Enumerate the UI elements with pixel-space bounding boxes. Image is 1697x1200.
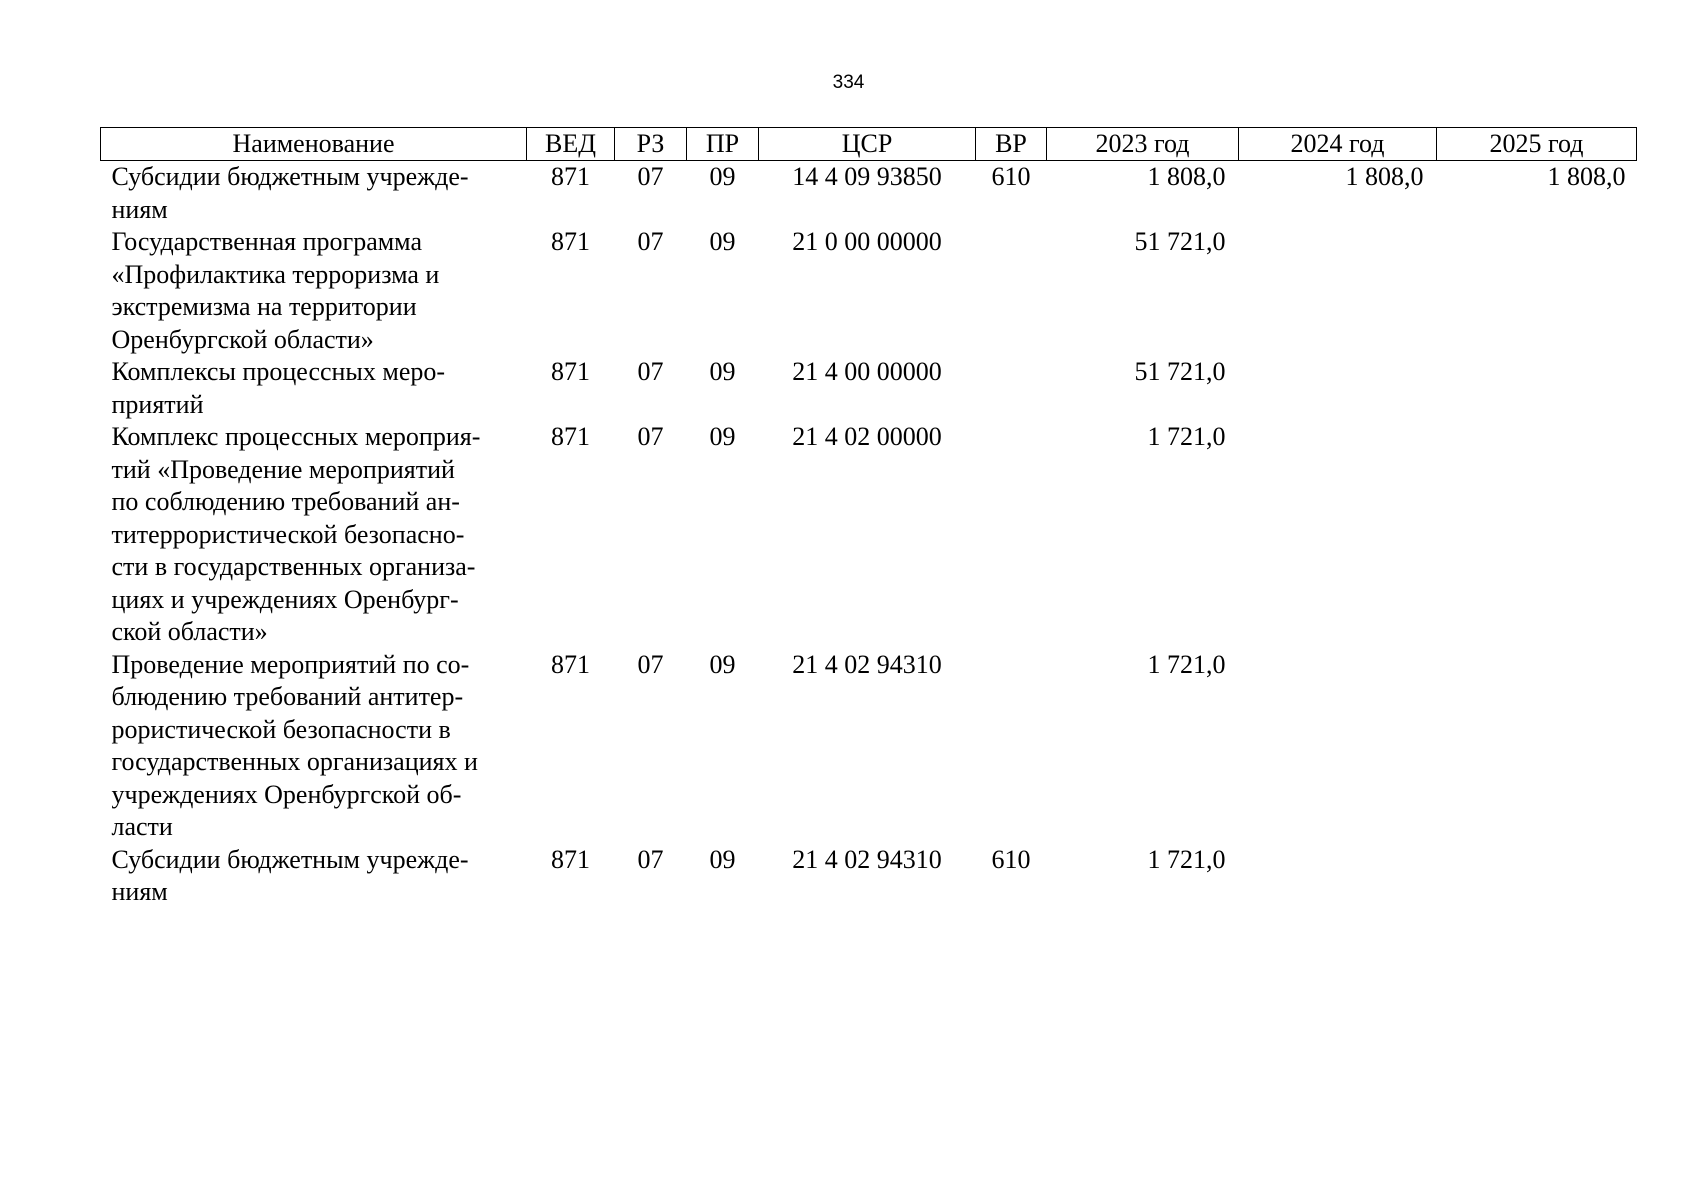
header-name: Наименование [101, 128, 527, 161]
header-pr: ПР [687, 128, 759, 161]
row-name [101, 161, 527, 227]
table-row [101, 649, 1637, 844]
row-vr [976, 421, 1047, 649]
row-name-line: Государственная программа [111, 227, 423, 256]
row-name-line: приятий [111, 389, 204, 419]
row-rz: 07 [637, 844, 664, 874]
row-name [101, 356, 527, 421]
row-name-line: титеррористической безопасно- [111, 519, 465, 549]
row-2023: 1 721,0 [1147, 844, 1226, 874]
row-name-line: Комплекс процессных мероприя- [111, 422, 481, 451]
row-ved: 871 [551, 162, 590, 191]
row-ved: 871 [551, 227, 590, 256]
header-2023: 2023 год [1047, 128, 1239, 161]
row-name-line: Комплексы процессных меро- [111, 357, 446, 386]
header-csr: ЦСР [759, 128, 976, 161]
header-row [101, 128, 1637, 161]
row-csr: 21 4 02 94310 [792, 844, 942, 874]
row-ved: 871 [551, 649, 590, 679]
row-name-line: Проведение мероприятий по со- [111, 649, 470, 679]
row-vr: 610 [991, 844, 1031, 874]
header-ved: ВЕД [527, 128, 615, 161]
table-row [101, 226, 1637, 356]
table-row [101, 421, 1637, 649]
row-2025 [1437, 844, 1637, 909]
header-vr: ВР [976, 128, 1047, 161]
header-2024: 2024 год [1239, 128, 1437, 161]
row-csr: 14 4 09 93850 [792, 162, 942, 191]
row-csr: 21 0 00 00000 [792, 227, 942, 256]
row-ved: 871 [551, 844, 590, 874]
row-2023: 1 721,0 [1147, 649, 1226, 679]
row-ved: 871 [551, 422, 590, 451]
row-name-line: блюдению требований антитер- [111, 682, 464, 711]
row-2025 [1437, 421, 1637, 649]
table-body [101, 161, 1637, 909]
row-rz: 07 [637, 422, 664, 451]
row-2023: 51 721,0 [1134, 227, 1226, 256]
row-2024 [1239, 649, 1437, 844]
row-name-line: циях и учреждениях Оренбург- [111, 584, 459, 614]
row-pr: 09 [709, 227, 736, 256]
row-name-line: ласти [111, 812, 173, 841]
row-rz: 07 [637, 357, 664, 386]
row-pr: 09 [709, 422, 736, 451]
row-2025 [1437, 226, 1637, 356]
row-ved: 871 [551, 357, 590, 386]
row-2024 [1239, 844, 1437, 909]
row-vr [976, 649, 1047, 844]
row-name-line: Субсидии бюджетным учрежде- [111, 162, 469, 191]
row-2024 [1239, 421, 1437, 649]
row-name-line: «Профилактика терроризма и [111, 259, 440, 289]
row-name [101, 226, 527, 356]
row-vr [976, 356, 1047, 421]
row-name-line: сти в государственных организа- [111, 552, 476, 581]
row-2023: 51 721,0 [1134, 357, 1226, 386]
row-2025: 1 808,0 [1547, 162, 1626, 191]
row-name [101, 844, 527, 909]
row-pr: 09 [709, 844, 736, 874]
row-name-line: Оренбургской области» [111, 324, 374, 354]
table-row [101, 844, 1637, 909]
row-vr: 610 [991, 162, 1031, 191]
row-name-line: ниям [111, 877, 168, 906]
row-2024 [1239, 356, 1437, 421]
row-name-line: ниям [111, 194, 168, 224]
row-rz: 07 [637, 649, 664, 679]
row-name-line: Субсидии бюджетным учрежде- [111, 844, 469, 874]
row-2024 [1239, 226, 1437, 356]
row-name-line: учреждениях Оренбургской об- [111, 779, 462, 809]
row-2025 [1437, 356, 1637, 421]
row-csr: 21 4 02 94310 [792, 649, 942, 679]
budget-table [100, 127, 1637, 909]
row-2023: 1 808,0 [1147, 162, 1226, 191]
row-csr: 21 4 00 00000 [792, 357, 942, 386]
row-rz: 07 [637, 227, 664, 256]
row-name-line: рористической безопасности в [111, 714, 451, 744]
row-2023: 1 721,0 [1147, 422, 1226, 451]
row-2024: 1 808,0 [1345, 162, 1424, 191]
row-name-line: ской области» [111, 617, 268, 646]
row-rz: 07 [637, 162, 664, 191]
row-name [101, 649, 527, 844]
table-row [101, 356, 1637, 421]
row-name-line: тий «Проведение мероприятий [111, 454, 455, 484]
table-header [101, 128, 1637, 161]
row-name [101, 421, 527, 649]
page-number: 334 [832, 72, 865, 93]
row-pr: 09 [709, 649, 736, 679]
row-name-line: государственных организациях и [111, 747, 478, 776]
row-pr: 09 [709, 357, 736, 386]
row-name-line: по соблюдению требований ан- [111, 487, 460, 516]
row-pr: 09 [709, 162, 736, 191]
row-vr [976, 226, 1047, 356]
row-csr: 21 4 02 00000 [792, 422, 942, 451]
row-name-line: экстремизма на территории [111, 292, 417, 321]
row-2025 [1437, 649, 1637, 844]
header-rz: РЗ [615, 128, 687, 161]
header-2025: 2025 год [1437, 128, 1637, 161]
table-row [101, 161, 1637, 227]
